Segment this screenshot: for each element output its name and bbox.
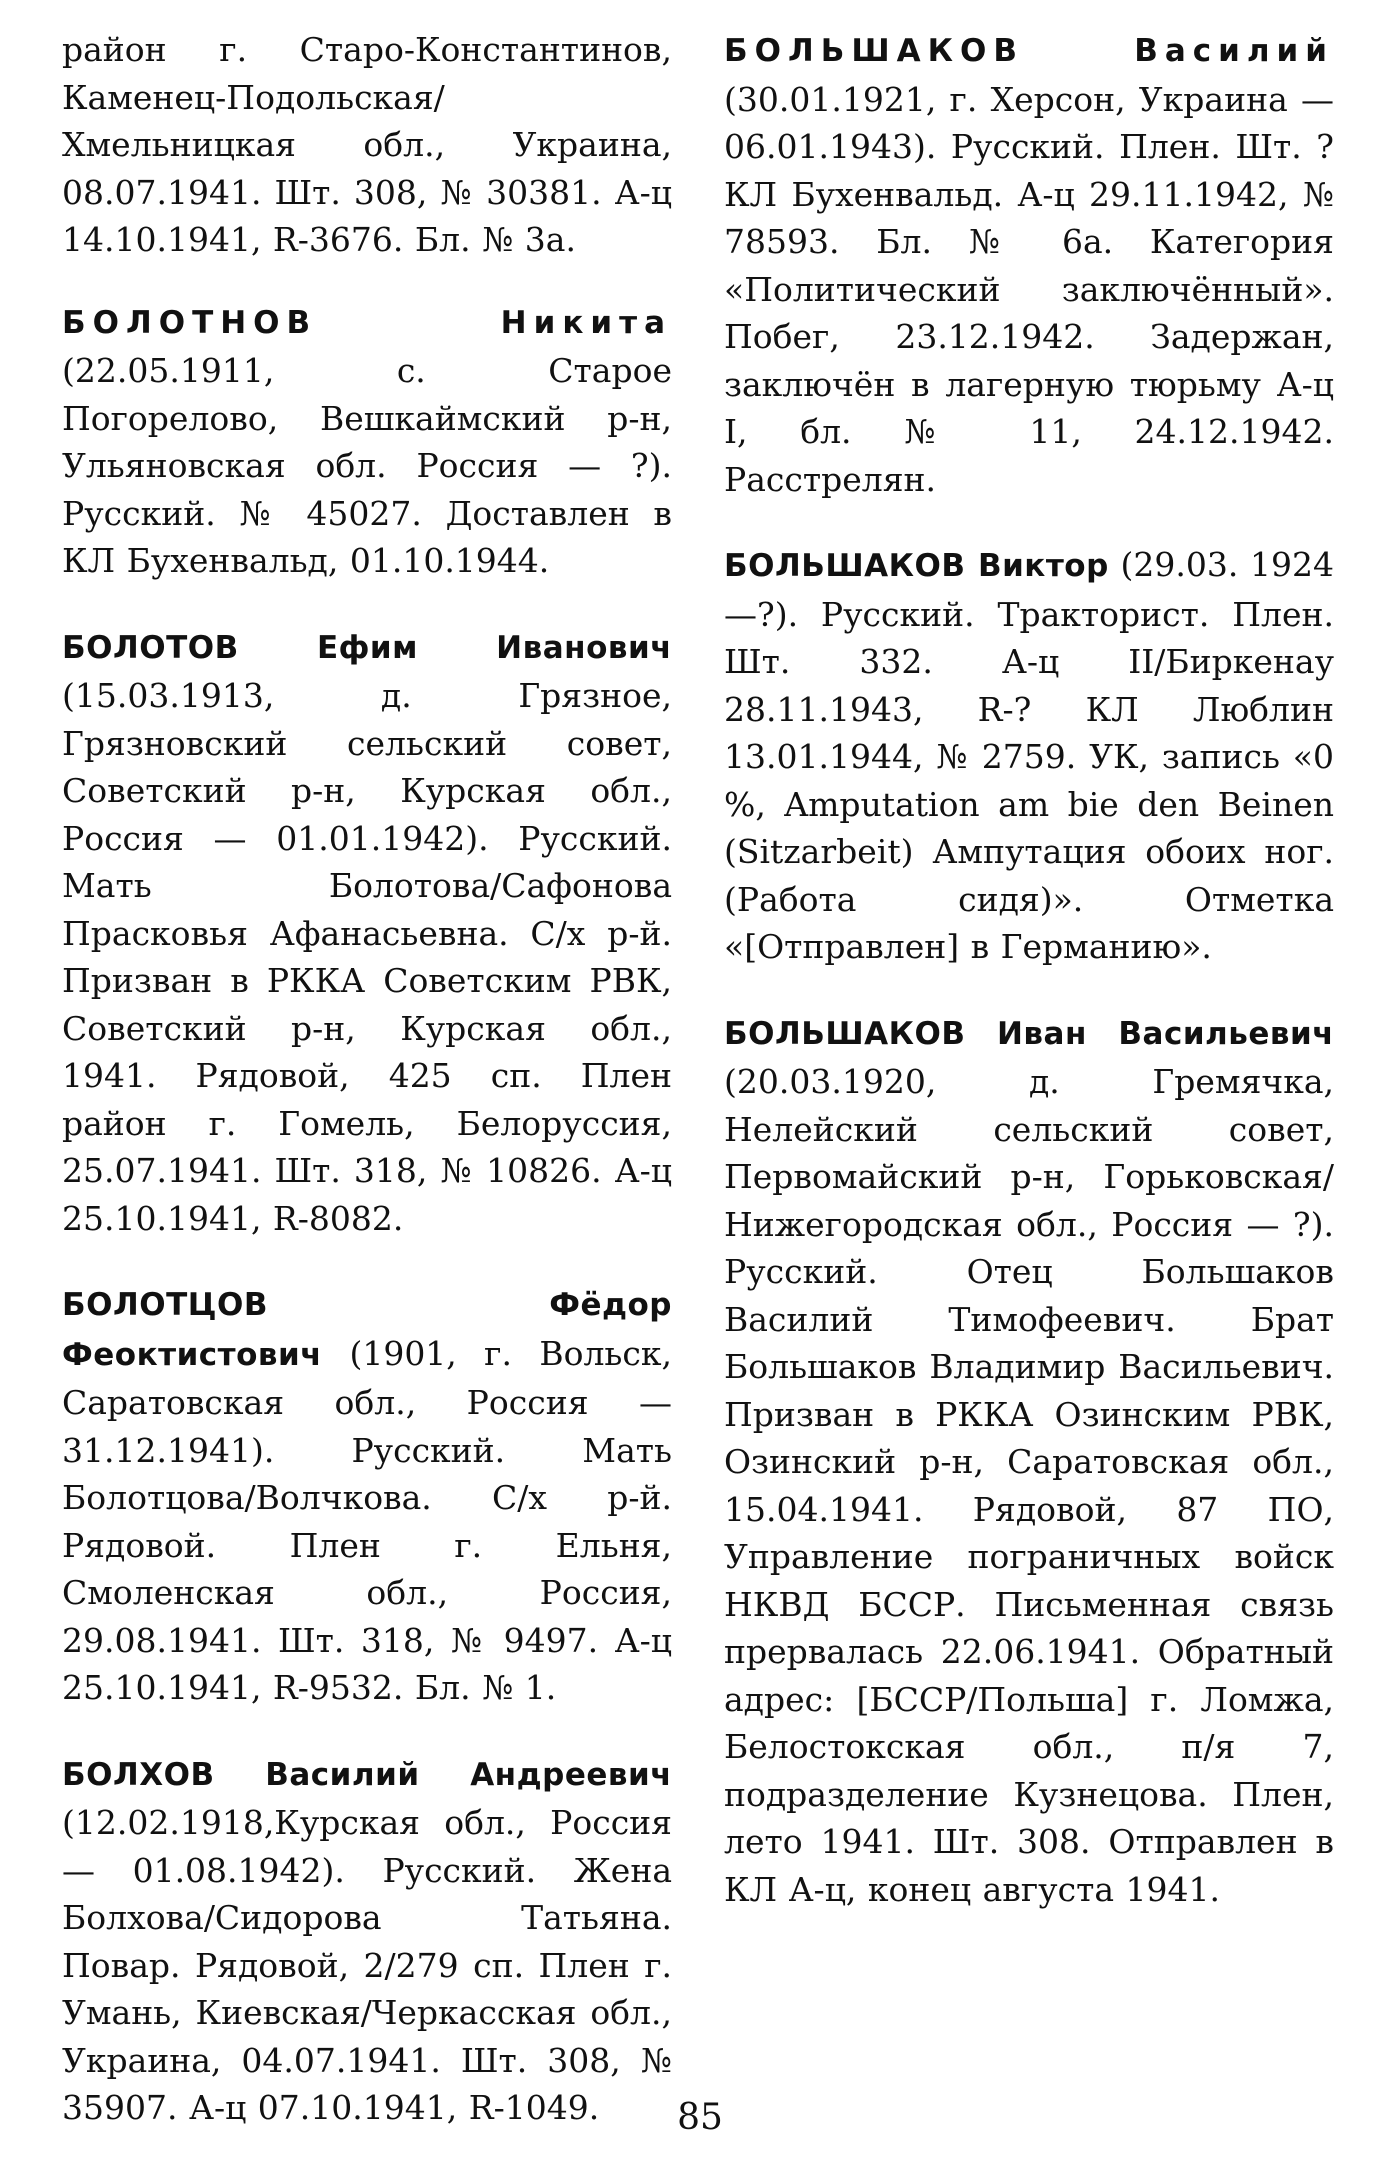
entry-bolottsov bbox=[62, 1280, 672, 1712]
entry-bolshakov-viktor bbox=[724, 541, 1334, 971]
entry-bolshakov-ivan bbox=[724, 1009, 1334, 1914]
entry-text: (12.02.1918,Курская обл., Россия — 01.08.1942). Русский. Жена Болхова/Сидорова Татьяна. Повар. Рядовой, 2/279 сп. Плен г. Умань, Киевская/Черкасская обл., Украина, 04.07.1941. Шт. 308, № 35907. А-ц 07.10.1941, R-1049. bbox=[62, 1803, 672, 2127]
document-page bbox=[62, 26, 1340, 2127]
entry-name: БОЛОТНОВ Никита bbox=[62, 304, 672, 341]
entry-bolotov bbox=[62, 623, 672, 1243]
entry-text: (22.05.1911, с. Старое Погорелово, Вешкаймский р-н, Ульяновская обл. Россия — ?). Русский. № 45027. Доставлен в КЛ Бухенвальд, 01.10.1944. bbox=[62, 351, 672, 580]
entry-bolshakov-vasiliy bbox=[724, 26, 1334, 503]
entry-text: (30.01.1921, г. Херсон, Украина — 06.01.1943). Русский. Плен. Шт. ? КЛ Бухенвальд. А-ц 29.11.1942, № 78593. Бл. № 6а. Категория «Политический заключённый». Побег, 23.12.1942. Задержан, заключён в лагерную тюрьму А-ц I, бл. № 11, 24.12.1942. Расстрелян. bbox=[724, 79, 1334, 499]
entry-bolkhov bbox=[62, 1750, 672, 2132]
entry-name: БОЛЬШАКОВ Виктор bbox=[724, 548, 1109, 584]
entry-continued bbox=[62, 26, 672, 264]
page-number: 85 bbox=[677, 2097, 723, 2138]
entry-text: район г. Старо-Константинов, Каменец-Подольская/Хмельницкая обл., Украина, 08.07.1941. Шт. 308, № 30381. А-ц 14.10.1941, R-3676. Бл. № 3а. bbox=[62, 30, 672, 259]
left-column bbox=[62, 26, 672, 2170]
entry-name: БОЛЬШАКОВ Василий bbox=[724, 33, 1334, 69]
entry-bolotnov bbox=[62, 298, 672, 585]
entry-text: (20.03.1920, д. Гремячка, Нелейский сельский совет, Первомайский р-н, Горьковская/Нижегородская обл., Россия — ?). Русский. Отец Большаков Василий Тимофеевич. Брат Большаков Владимир Васильевич. Призван в РККА Озинским РВК, Озинский р-н, Саратовская обл., 15.04.1941. Рядовой, 87 ПО, Управление пограничных войск НКВД БССР. Письменная связь прервалась 22.06.1941. Обратный адрес: [БССР/Польша] г. Ломжа, Белостокская обл., п/я 7, подразделение Кузнецова. Плен, лето 1941. Шт. 308. Отправлен в КЛ А-ц, конец августа 1941. bbox=[724, 1062, 1334, 1909]
entry-text: (1901, г. Вольск, Саратовская обл., Россия — 31.12.1941). Русский. Мать Болотцова/Волчкова. С/х р-й. Рядовой. Плен г. Ельня, Смоленская обл., Россия, 29.08.1941. Шт. 318, № 9497. А-ц 25.10.1941, R-9532. Бл. № 1. bbox=[62, 1333, 672, 1707]
entry-name: БОЛЬШАКОВ Иван Васильевич bbox=[724, 1015, 1334, 1052]
entry-name: БОЛОТЦОВ Фёдор Феоктистович bbox=[62, 1287, 672, 1373]
right-column bbox=[724, 26, 1334, 1951]
entry-text: (29.03. 1924—?). Русский. Тракторист. Плен. Шт. 332. А-ц II/Биркенау 28.11.1943, R-? КЛ Люблин 13.01.1944, № 2759. УК, запись «0 %, Amputation am bie den Beinen (Sitzarbeit) Ампутация обоих ног. (Работа сидя)». Отметка «[Отправлен] в Германию». bbox=[724, 545, 1334, 966]
entry-text: (15.03.1913, д. Грязное, Грязновский сельский совет, Советский р-н, Курская обл., Россия — 01.01.1942). Русский. Мать Болотова/Сафонова Прасковья Афанасьевна. С/х р-й. Призван в РККА Советским РВК, Советский р-н, Курская обл., 1941. Рядовой, 425 сп. Плен район г. Гомель, Белоруссия, 25.07.1941. Шт. 318, № 10826. А-ц 25.10.1941, R-8082. bbox=[62, 676, 672, 1238]
entry-name: БОЛХОВ Василий Андреевич bbox=[62, 1756, 672, 1793]
entry-name: БОЛОТОВ Ефим Иванович bbox=[62, 629, 672, 666]
